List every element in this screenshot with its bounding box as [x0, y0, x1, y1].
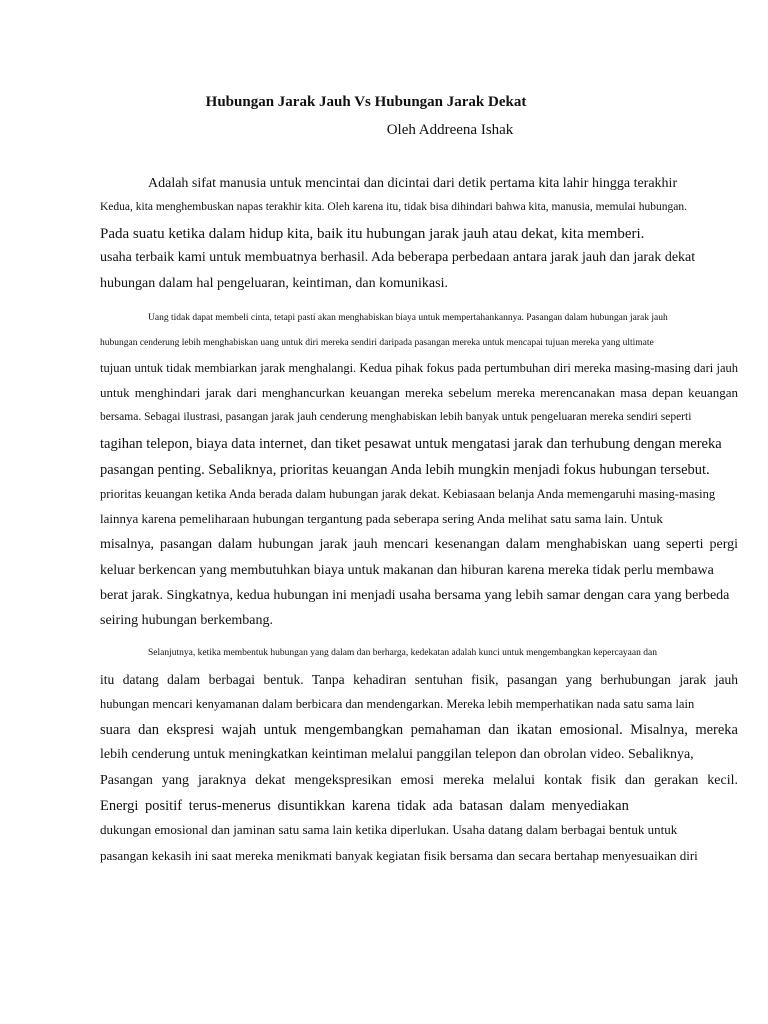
paragraph-line: pasangan kekasih ini saat mereka menikmati banyak kegiatan fisik bersama dan secara bertahap menyesuaikan diri [100, 848, 698, 863]
paragraph-line: hubungan mencari kenyamanan dalam berbicara dan mendengarkan. Mereka lebih memperhatikan nada satu sama lain [100, 697, 695, 711]
paragraph-line: hubungan dalam hal pengeluaran, keintiman, dan komunikasi. [100, 276, 448, 291]
paragraph-line: seiring hubungan berkembang. [100, 613, 274, 628]
paragraph-line: Adalah sifat manusia untuk mencintai dan dicintai dari detik pertama kita lahir hingga terakhir [148, 176, 678, 191]
paragraph-line: hubungan cenderung lebih menghabiskan uang untuk diri mereka sendiri daripada pasangan mereka untuk mencapai tujuan mereka yang ultimate [100, 338, 654, 348]
paragraph-line: dukungan emosional dan jaminan satu sama lain ketika diperlukan. Usaha datang dalam berbagai bentuk untuk [100, 822, 678, 837]
paragraph-line: pasangan penting. Sebaliknya, prioritas keuangan Anda lebih mungkin menjadi fokus hubungan tersebut. [100, 462, 710, 478]
paragraph-line: tagihan telepon, biaya data internet, dan tiket pesawat untuk mengatasi jarak dan terhubung dengan mereka [100, 436, 722, 452]
paragraph-line: Kedua, kita menghembuskan napas terakhir kita. Oleh karena itu, tidak bisa dihindari bahwa kita, manusia, memulai hubungan. [100, 201, 687, 213]
paragraph-line: suara dan ekspresi wajah untuk mengembangkan pemahaman dan ikatan emosional. Misalnya, mereka [100, 722, 738, 738]
paragraph-line: berat jarak. Singkatnya, kedua hubungan ini menjadi usaha bersama yang lebih samar dengan cara yang berbeda [100, 588, 730, 603]
paragraph-line: Uang tidak dapat membeli cinta, tetapi pasti akan menghabiskan biaya untuk mempertahankannya. Pasangan dalam hubungan jarak jauh [148, 313, 668, 323]
paragraph-line: untuk menghindari jarak dari menghancurkan keuangan mereka sebelum mereka merencanakan masa depan keuangan [100, 385, 738, 400]
document-title: Hubungan Jarak Jauh Vs Hubungan Jarak Dekat [205, 94, 527, 110]
paragraph-line: misalnya, pasangan dalam hubungan jarak jauh mencari kesenangan dalam menghabiskan uang seperti pergi [100, 537, 738, 552]
paragraph-line: tujuan untuk tidak membiarkan jarak menghalangi. Kedua pihak fokus pada pertumbuhan diri mereka masing-masing dari jauh [100, 361, 738, 375]
paragraph-line: bersama. Sebagai ilustrasi, pasangan jarak jauh cenderung menghabiskan lebih banyak untuk pengeluaran mereka sendiri seperti [100, 411, 692, 423]
document-author: Oleh Addreena Ishak [386, 122, 514, 138]
paragraph-line: lebih cenderung untuk meningkatkan keintiman melalui panggilan telepon dan obrolan video. Sebaliknya, [100, 747, 694, 762]
paragraph-line: Pasangan yang jaraknya dekat mengekspresikan emosi mereka melalui kontak fisik dan gerakan kecil. [100, 773, 738, 788]
paragraph-line: itu datang dalam berbagai bentuk. Tanpa kehadiran sentuhan fisik, pasangan yang berhubungan jarak jauh [100, 672, 738, 687]
paragraph-line: keluar berkencan yang membutuhkan biaya untuk makanan dan hiburan karena mereka tidak perlu membawa [100, 563, 714, 578]
paragraph-line: Pada suatu ketika dalam hidup kita, baik itu hubungan jarak jauh atau dekat, kita memberi. [100, 226, 645, 242]
paragraph-line: prioritas keuangan ketika Anda berada dalam hubungan jarak dekat. Kebiasaan belanja Anda memengaruhi masing-masing [100, 487, 716, 501]
paragraph-line: Selanjutnya, ketika membentuk hubungan yang dalam dan berharga, kedekatan adalah kunci untuk mengembangkan kepercayaan dan [148, 648, 657, 658]
paragraph-line: lainnya karena pemeliharaan hubungan tergantung pada seberapa sering Anda melihat satu sama lain. Untuk [100, 511, 663, 526]
paragraph-line: Energi positif terus-menerus disuntikkan karena tidak ada batasan dalam menyediakan [100, 798, 629, 814]
paragraph-line: usaha terbaik kami untuk membuatnya berhasil. Ada beberapa perbedaan antara jarak jauh dan jarak dekat [100, 250, 696, 265]
